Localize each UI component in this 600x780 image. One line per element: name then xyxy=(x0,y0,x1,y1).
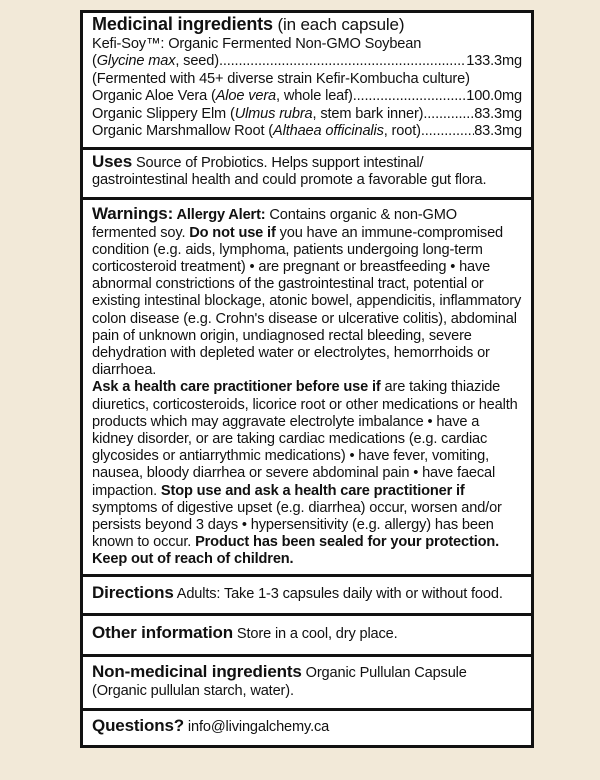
warnings-heading: Warnings: xyxy=(92,204,174,224)
ingredient-row xyxy=(92,123,522,141)
leader-dots xyxy=(219,53,466,71)
other-information-heading: Other information xyxy=(92,622,234,642)
ingredient-amount: 100.0mg xyxy=(466,88,522,104)
allergy-alert-text: Contains organic & non-GMO fermented soy. xyxy=(92,207,457,241)
medicinal-title-suffix: (in each capsule) xyxy=(272,15,405,34)
sealed-notice: Product has been sealed for your protection. Keep out of reach of children. xyxy=(92,534,500,568)
ingredient-part: , whole leaf) xyxy=(276,88,353,104)
ingredient-name: Organic Slippery Elm ( xyxy=(92,105,235,122)
uses-text: Source of Probiotics. Helps support intestinal/ gastrointestinal health and could promote a favorable gut flora. xyxy=(92,154,487,188)
directions-heading: Directions xyxy=(92,582,174,602)
non-medicinal-heading: Non-medicinal ingredients xyxy=(92,662,302,682)
ingredient-kefi-part: , seed) xyxy=(175,53,219,69)
ingredient-name: Organic Aloe Vera ( xyxy=(92,88,216,104)
ask-practitioner-label: Ask a health care practitioner before use if xyxy=(92,379,381,396)
leader-dots xyxy=(423,106,474,124)
ingredient-kefi-note: (Fermented with 45+ diverse strain Kefir-Kombucha culture) xyxy=(92,70,470,87)
directions-section xyxy=(83,577,531,616)
other-information-section xyxy=(83,616,531,657)
do-not-use-label: Do not use if xyxy=(189,224,276,241)
uses-section xyxy=(83,150,531,201)
medicinal-title: Medicinal ingredients xyxy=(92,14,273,34)
questions-heading: Questions? xyxy=(92,716,185,736)
medicinal-ingredients-section xyxy=(83,13,531,150)
questions-section xyxy=(83,711,531,744)
ingredient-amount: 83.3mg xyxy=(474,123,522,139)
directions-text: Adults: Take 1-3 capsules daily with or without food. xyxy=(173,585,503,602)
ingredient-kefi-row: (Glycine max, seed) ..... 133.3mg xyxy=(92,53,522,71)
supplement-facts-panel xyxy=(80,10,534,748)
non-medicinal-text: Organic Pullulan Capsule (Organic pullulan starch, water). xyxy=(92,665,467,699)
medicinal-title-line xyxy=(92,16,522,36)
ingredient-name: Organic Marshmallow Root ( xyxy=(92,123,274,139)
non-medicinal-section xyxy=(83,657,531,711)
ingredient-amount: 83.3mg xyxy=(474,105,522,122)
ingredient-kefi-latin: Glycine max xyxy=(96,53,176,69)
ingredient-latin: Aloe vera xyxy=(215,88,277,104)
stop-use-text: symptoms of digestive upset (e.g. diarrhea) occur, worsen and/or persists beyond 3 days • hypersensitivity (e.g. allergy) has been known to occur. xyxy=(92,499,502,551)
ingredient-latin: Ulmus rubra xyxy=(234,105,313,122)
warnings-section xyxy=(83,200,531,576)
ingredient-part: , stem bark inner) xyxy=(312,105,424,122)
ingredient-row xyxy=(92,106,522,124)
uses-heading: Uses xyxy=(92,151,133,171)
other-information-text: Store in a cool, dry place. xyxy=(233,625,398,642)
contact-email: info@livingalchemy.ca xyxy=(184,719,330,736)
ingredient-part: , root) xyxy=(383,123,421,139)
do-not-use-text: you have an immune-compromised condition (e.g. aids, lymphoma, patients undergoing long-term corticosteroid treatment) • are pregnant or breastfeeding • have abnormal constrictions of the gastrointestinal tract, potential or existing intestinal blockage, atonic bowel, appendicitis, inflammatory colon disease (e.g. Crohn's disease or ulcerative colitis), abdominal pain of unknown origin, undiagnosed rectal bleeding, severe dehydration with depleted water or electrolytes, hemorrhoids or diarrhoea. xyxy=(92,224,522,379)
leader-dots xyxy=(353,88,467,106)
stop-use-label: Stop use and ask a health care practitioner if xyxy=(160,482,465,499)
ask-practitioner-text: are taking thiazide diuretics, corticosteroids, licorice root or other medications or health products which may aggravate electrolyte imbalance • have a kidney disorder, or are taking cardiac medications (e.g. cardiac glycosides or antiarrythmic medications) • have fever, vomiting, nausea, bloody diarrhea or severe abdominal pain • have faecal impaction. xyxy=(92,379,518,499)
ingredient-kefi-amount: 133.3mg xyxy=(466,53,522,69)
ingredient-latin: Althaea officinalis xyxy=(273,123,384,139)
allergy-alert-label: Allergy Alert: xyxy=(173,207,266,224)
ingredient-row xyxy=(92,88,522,106)
leader-dots xyxy=(421,123,474,141)
ingredient-kefi-name: Kefi-Soy™: Organic Fermented Non-GMO Soybean xyxy=(92,35,422,52)
